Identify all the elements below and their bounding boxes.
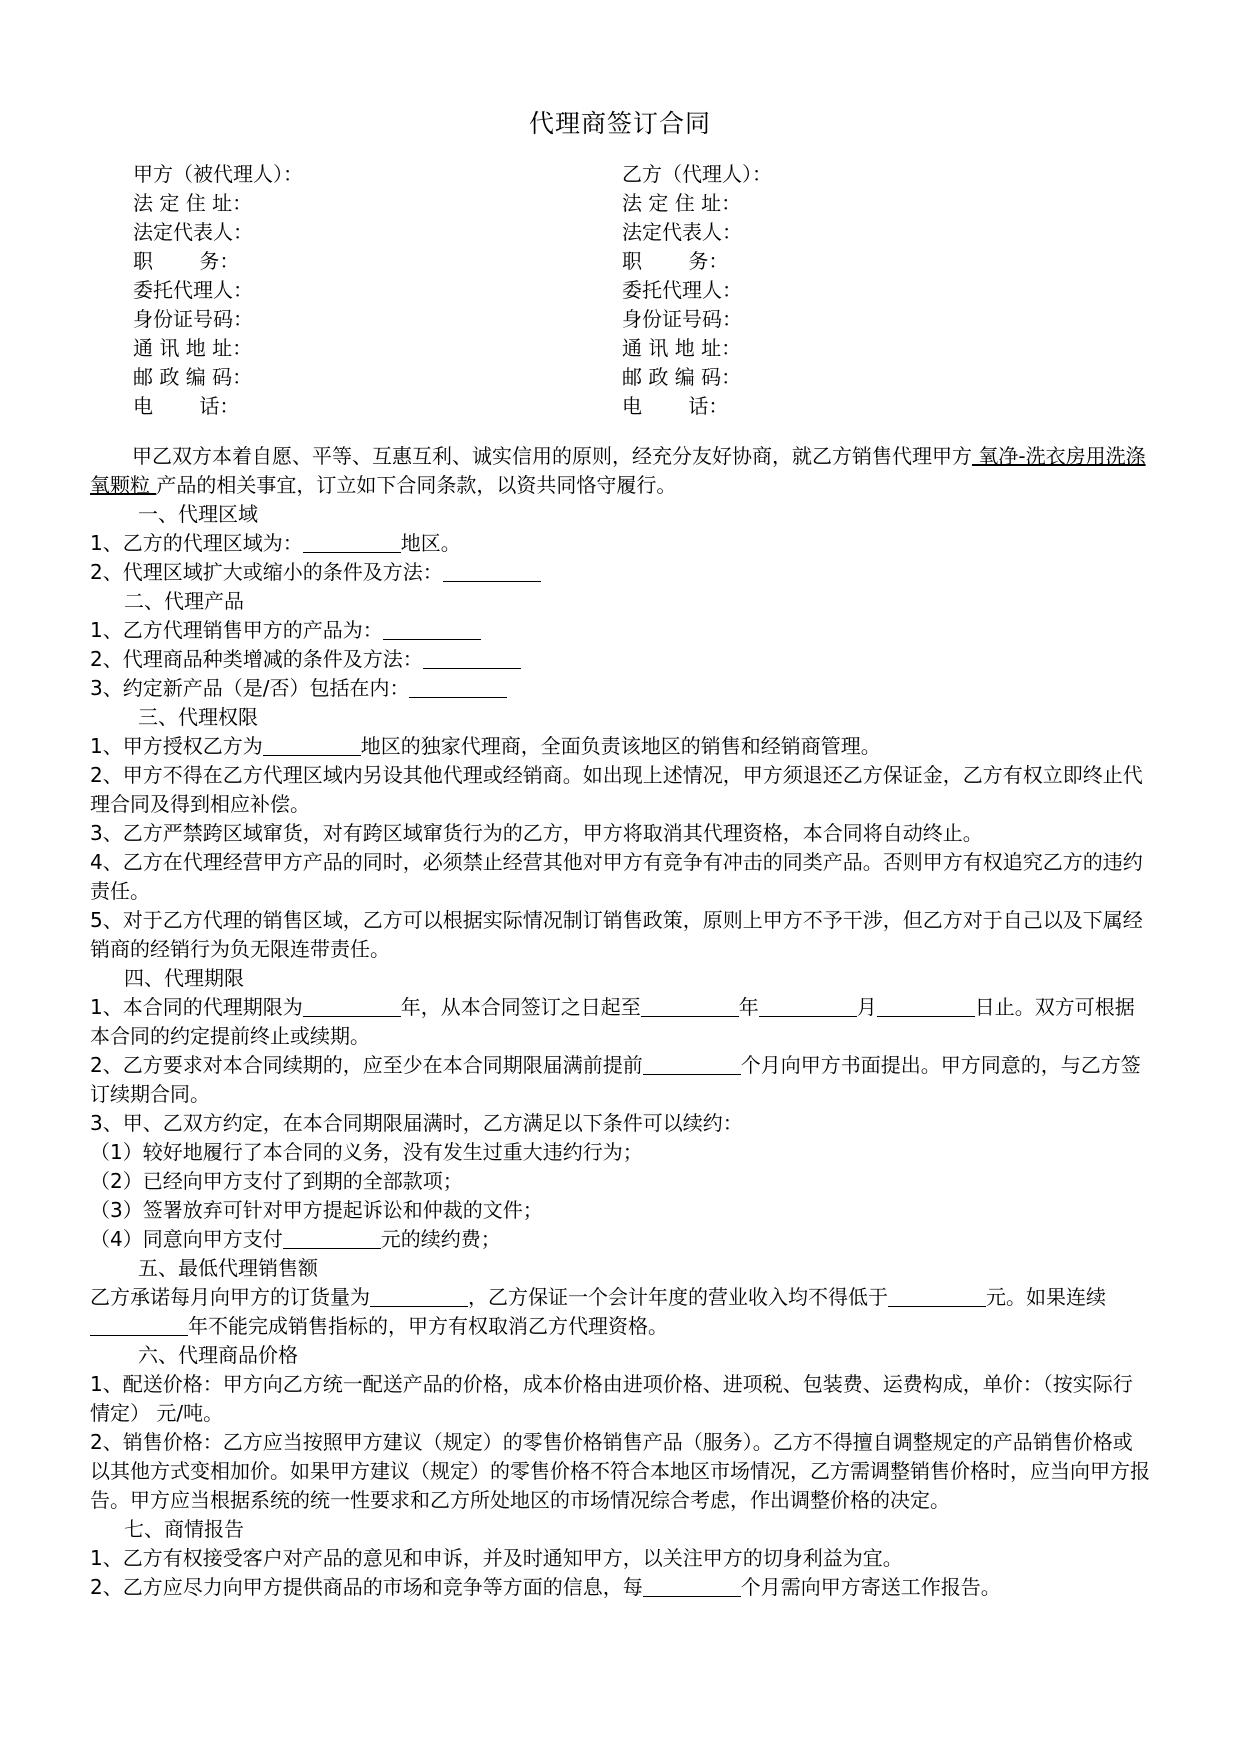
fill-blank[interactable]: [759, 996, 857, 1017]
fill-blank[interactable]: [303, 996, 401, 1017]
clause-text: 1、乙方的代理区域为：: [90, 531, 303, 555]
intro-product-name: 氧净-洗衣房用洗涤氧颗粒: [90, 444, 1146, 497]
party-a-block: [133, 160, 303, 421]
clause: [90, 616, 1152, 645]
section-heading: 一、代理区域: [138, 502, 258, 526]
clause-text: 年，从本合同签订之日起至: [400, 995, 641, 1019]
clause: [90, 1573, 1152, 1602]
clause: [90, 645, 1152, 674]
document-title: 代理商签订合同: [528, 109, 711, 138]
fill-blank[interactable]: [370, 1286, 468, 1307]
contract-body: [90, 442, 1152, 1602]
clause-text: 1、乙方代理销售甲方的产品为：: [90, 618, 383, 642]
clause: 3、乙方严禁跨区域窜货，对有跨区域窜货行为的乙方，甲方将取消其代理资格，本合同将自动终止。: [90, 821, 983, 845]
clause: 4、乙方在代理经营甲方产品的同时，必须禁止经营其他对甲方有竞争有冲击的同类产品。否则甲方有权追究乙方的违约责任。: [90, 850, 1143, 903]
fill-blank[interactable]: [303, 532, 401, 553]
clause-text: ，乙方保证一个会计年度的营业收入均不得低于: [468, 1285, 888, 1309]
clause: [90, 558, 1152, 587]
clause-text: 2、代理区域扩大或缩小的条件及方法：: [90, 560, 443, 584]
party-a-mail-address: 通 讯 地 址：: [133, 336, 253, 360]
party-b-postcode: 邮 政 编 码：: [622, 365, 742, 389]
renewal-condition: （3）签署放弃可针对甲方提起诉讼和仲裁的文件；: [90, 1198, 543, 1222]
clause-text: 年不能完成销售指标的，甲方有权取消乙方代理资格。: [188, 1314, 668, 1338]
section-heading: 二、代理产品: [124, 589, 244, 613]
party-b-rep: 法定代表人：: [622, 220, 742, 244]
fill-blank[interactable]: [643, 1576, 741, 1597]
clause: [90, 529, 1152, 558]
fill-blank[interactable]: [409, 677, 507, 698]
clause-text: 月: [856, 995, 877, 1019]
party-b-address: 法 定 住 址：: [622, 191, 742, 215]
clause: 3、甲、乙双方约定，在本合同期限届满时，乙方满足以下条件可以续约：: [90, 1111, 743, 1135]
clause-text: 个月向甲方书面提出。甲方同意的，与乙方签订续期合同。: [90, 1053, 1141, 1106]
clause: 1、配送价格：甲方向乙方统一配送产品的价格，成本价格由进项价格、进项税、包装费、运费构成，单价：（按实际行情定） 元/吨。: [90, 1372, 1133, 1425]
fill-blank[interactable]: [90, 1315, 188, 1336]
party-a-agent: 委托代理人：: [133, 278, 253, 302]
clause: 2、销售价格：乙方应当按照甲方建议（规定）的零售价格销售产品（服务）。乙方不得擅自调整规定的产品销售价格或以其他方式变相加价。如果甲方建议（规定）的零售价格不符合本地区市场情况，乙方需调整销售价格时，应当向甲方报告。甲方应当根据系统的统一性要求和乙方所处地区的市场情况综合考虑，作出调整价格的决定。: [90, 1430, 1150, 1512]
clause-text: 日止。双方可根据本合同的约定提前终止或续期。: [90, 995, 1135, 1048]
clause-text: 元的续约费；: [380, 1227, 501, 1251]
clause: [90, 993, 1152, 1051]
clause-text: 1、甲方授权乙方为: [90, 734, 263, 758]
party-b-agent: 委托代理人：: [622, 278, 742, 302]
clause: [90, 1051, 1152, 1109]
fill-blank[interactable]: [641, 996, 739, 1017]
section-heading: 六、代理商品价格: [138, 1343, 298, 1367]
fill-blank[interactable]: [443, 561, 541, 582]
clause-text: （4）同意向甲方支付: [90, 1227, 283, 1251]
clause-text: 2、乙方要求对本合同续期的，应至少在本合同期限届满前提前: [90, 1053, 643, 1077]
intro-paragraph: [90, 442, 1152, 500]
party-a-phone: 电 话：: [133, 394, 240, 418]
clause-text: 3、约定新产品（是/否）包括在内：: [90, 676, 410, 700]
section-heading: 三、代理权限: [138, 705, 258, 729]
clause-text: 年: [738, 995, 759, 1019]
clause: [90, 674, 1152, 703]
party-a-position: 职 务：: [133, 249, 240, 273]
party-b-label: 乙方（代理人）：: [622, 162, 772, 186]
party-b-phone: 电 话：: [622, 394, 729, 418]
clause: [90, 732, 1152, 761]
fill-blank[interactable]: [423, 648, 521, 669]
renewal-condition: （2）已经向甲方支付了到期的全部款项；: [90, 1169, 463, 1193]
clause-text: 2、代理商品种类增减的条件及方法：: [90, 647, 423, 671]
fill-blank[interactable]: [263, 735, 361, 756]
clause: 2、甲方不得在乙方代理区域内另设其他代理或经销商。如出现上述情况，甲方须退还乙方保证金，乙方有权立即终止代理合同及得到相应补偿。: [90, 763, 1143, 816]
section-heading: 五、最低代理销售额: [138, 1256, 318, 1280]
clause-text: 1、本合同的代理期限为: [90, 995, 303, 1019]
fill-blank[interactable]: [877, 996, 975, 1017]
party-a-rep: 法定代表人：: [133, 220, 253, 244]
party-b-mail-address: 通 讯 地 址：: [622, 336, 742, 360]
clause: 1、乙方有权接受客户对产品的意见和申诉，并及时通知甲方，以关注甲方的切身利益为宜。: [90, 1546, 903, 1570]
clause-text: 2、乙方应尽力向甲方提供商品的市场和竞争等方面的信息，每: [90, 1575, 643, 1599]
clause-text: 个月需向甲方寄送工作报告。: [740, 1575, 1001, 1599]
fill-blank[interactable]: [888, 1286, 986, 1307]
intro-text-end: 产品的相关事宜，订立如下合同条款，以资共同恪守履行。: [156, 473, 677, 497]
fill-blank[interactable]: [383, 619, 481, 640]
fill-blank[interactable]: [643, 1054, 741, 1075]
clause-text: 乙方承诺每月向甲方的订货量为: [90, 1285, 370, 1309]
clause-text: 元。如果连续: [986, 1285, 1106, 1309]
section-heading: 七、商情报告: [124, 1517, 244, 1541]
clause-text: 地区。: [400, 531, 461, 555]
renewal-condition: （1）较好地履行了本合同的义务，没有发生过重大违约行为；: [90, 1140, 643, 1164]
clause: [90, 1283, 1152, 1341]
party-b-id: 身份证号码：: [622, 307, 742, 331]
party-a-label: 甲方（被代理人）：: [133, 162, 303, 186]
party-a-postcode: 邮 政 编 码：: [133, 365, 253, 389]
clause: 5、对于乙方代理的销售区域，乙方可以根据实际情况制订销售政策，原则上甲方不予干涉，但乙方对于自己以及下属经销商的经销行为负无限连带责任。: [90, 908, 1143, 961]
fill-blank[interactable]: [283, 1228, 381, 1249]
party-b-block: [622, 160, 772, 421]
party-a-address: 法 定 住 址：: [133, 191, 253, 215]
party-a-id: 身份证号码：: [133, 307, 253, 331]
renewal-condition: [90, 1225, 1152, 1254]
intro-text: 甲乙双方本着自愿、平等、互惠互利、诚实信用的原则，经充分友好协商，就乙方销售代理甲方: [132, 444, 972, 468]
clause-text: 地区的独家代理商，全面负责该地区的销售和经销商管理。: [360, 734, 881, 758]
section-heading: 四、代理期限: [124, 966, 244, 990]
party-b-position: 职 务：: [622, 249, 729, 273]
